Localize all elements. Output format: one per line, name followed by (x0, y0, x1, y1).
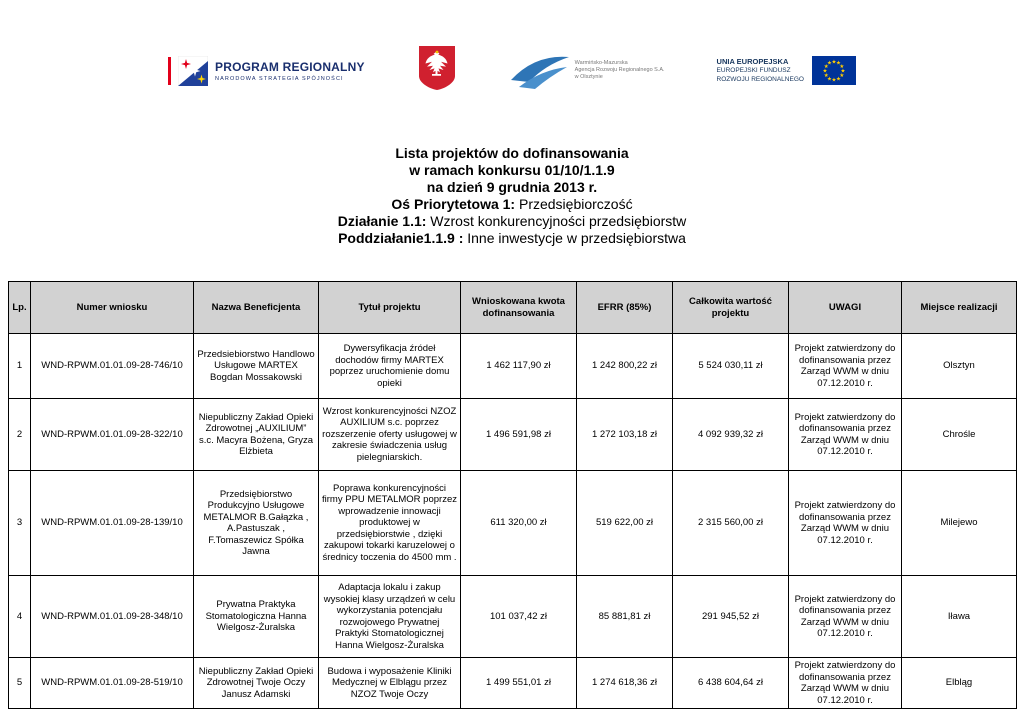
cell-calkowita: 5 524 030,11 zł (673, 334, 789, 399)
program-regionalny-title: PROGRAM REGIONALNY (215, 59, 365, 74)
header-wnioskowana-kwota: Wnioskowana kwota dofinansowania (461, 282, 577, 334)
dzialanie-value: Wzrost konkurencyjności przedsiębiorstw (426, 213, 687, 229)
table-row (9, 658, 1017, 709)
svg-text:★: ★ (839, 73, 845, 79)
cell-beneficjent: Prywatna Praktyka Stomatologiczna Hanna Wielgosz-Żuralska (194, 576, 319, 658)
title-line-2: w ramach konkursu 01/10/1.1.9 (409, 162, 615, 178)
cell-kwota: 1 499 551,01 zł (461, 658, 577, 709)
cell-uwagi: Projekt zatwierdzony do dofinansowania przez Zarząd WWM w dniu 07.12.2010 r. (789, 399, 902, 471)
svg-text:★: ★ (831, 59, 837, 66)
cell-efrr: 1 242 800,22 zł (577, 334, 673, 399)
svg-text:★: ★ (822, 68, 828, 75)
cell-beneficjent: Przedsiębiorstwo Produkcyjno Usługowe METALMOR B.Gałązka , A.Pastuszak , F.Tomaszewicz Spółka Jawna (194, 471, 319, 576)
red-stripe (168, 57, 171, 85)
cell-tytul: Adaptacja lokalu i zakup wysokiej klasy urządzeń w celu wykorzystania potencjału rozwojowego Prywatnej Praktyki Stomatologicznej Hanna Wielgosz-Żuralska (319, 576, 461, 658)
cell-beneficjent: Niepubliczny Zakład Opieki Zdrowotnej Twoje Oczy Janusz Adamski (194, 658, 319, 709)
cell-uwagi: Projekt zatwierdzony do dofinansowania przez Zarząd WWM w dniu 07.12.2010 r. (789, 658, 902, 709)
eu-line-2: EUROPEJSKI FUNDUSZ (716, 67, 791, 74)
program-regionalny-subtitle: NARODOWA STRATEGIA SPÓJNOŚCI (215, 75, 344, 82)
cell-efrr: 1 272 103,18 zł (577, 399, 673, 471)
logo-bar (0, 44, 1024, 97)
cell-calkowita: 4 092 939,32 zł (673, 399, 789, 471)
cell-kwota: 101 037,42 zł (461, 576, 577, 658)
svg-text:★: ★ (839, 64, 845, 70)
table-row (9, 399, 1017, 471)
eu-text (717, 57, 804, 84)
eu-logo (717, 56, 856, 85)
table-header-row (9, 282, 1017, 334)
cell-tytul: Wzrost konkurencyjności NZOZ AUXILIUM s.c. poprzez rozszerzenie oferty usługowej w zakresie świadczenia usług pielegniarskich. (319, 399, 461, 471)
projects-table (8, 281, 1017, 709)
polish-eagle-logo (417, 44, 457, 97)
eu-flag-icon (812, 56, 856, 85)
table-row (9, 576, 1017, 658)
cell-kwota: 1 496 591,98 zł (461, 399, 577, 471)
cell-lp: 5 (9, 658, 31, 709)
wmarr-logo (509, 52, 665, 90)
header-numer-wniosku: Numer wniosku (31, 282, 194, 334)
header-lp: Lp. (9, 282, 31, 334)
cell-calkowita: 2 315 560,00 zł (673, 471, 789, 576)
nss-stars-icon (178, 56, 208, 86)
cell-calkowita: 291 945,52 zł (673, 576, 789, 658)
cell-numer: WND-RPWM.01.01.09-28-348/10 (31, 576, 194, 658)
cell-lp: 4 (9, 576, 31, 658)
table-row (9, 471, 1017, 576)
cell-lp: 1 (9, 334, 31, 399)
cell-numer: WND-RPWM.01.01.09-28-746/10 (31, 334, 194, 399)
program-regionalny-logo (168, 56, 365, 86)
cell-tytul: Poprawa konkurencyjności firmy PPU METALMOR poprzez wprowadzenie innowacji produktowej w przedsiębiorstwie , dzięki zakupowi tokarki karuzelowej o średnicy toczenia do 4500 mm . (319, 471, 461, 576)
header-miejsce-realizacji: Miejsce realizacji (902, 282, 1017, 334)
header-efrr: EFRR (85%) (577, 282, 673, 334)
cell-tytul: Dywersyfikacja źródeł dochodów firmy MARTEX poprzez uruchomienie domu opieki (319, 334, 461, 399)
svg-text:★: ★ (835, 76, 841, 83)
header-tytul-projektu: Tytuł projektu (319, 282, 461, 334)
cell-beneficjent: Przedsiebiorstwo Handlowo Usługowe MARTEX Bogdan Mossakowski (194, 334, 319, 399)
cell-uwagi: Projekt zatwierdzony do dofinansowania przez Zarząd WWM w dniu 07.12.2010 r. (789, 471, 902, 576)
document-title (0, 145, 1024, 247)
table-row (9, 334, 1017, 399)
header-nazwa-beneficjenta: Nazwa Beneficjenta (194, 282, 319, 334)
cell-uwagi: Projekt zatwierdzony do dofinansowania przez Zarząd WWM w dniu 07.12.2010 r. (789, 334, 902, 399)
svg-text:★: ★ (826, 76, 832, 83)
eagle-crest-icon (417, 44, 457, 92)
svg-text:★: ★ (835, 60, 841, 67)
poddzialanie-value: Inne inwestycje w przedsiębiorstwa (463, 230, 686, 246)
cell-efrr: 85 881,81 zł (577, 576, 673, 658)
cell-miejsce: Olsztyn (902, 334, 1017, 399)
svg-text:★: ★ (831, 77, 837, 84)
cell-beneficjent: Niepubliczny Zakład Opieki Zdrowotnej „AUXILIUM” s.c. Macyra Bożena, Gryza Elżbieta (194, 399, 319, 471)
cell-numer: WND-RPWM.01.01.09-28-139/10 (31, 471, 194, 576)
svg-text:★: ★ (823, 64, 829, 70)
program-regionalny-text (215, 60, 365, 82)
wmarr-line-3: w Olsztynie (574, 74, 603, 80)
cell-tytul: Budowa i wyposażenie Kliniki Medycznej w Elblągu przez NZOZ Twoje Oczy (319, 658, 461, 709)
cell-uwagi: Projekt zatwierdzony do dofinansowania przez Zarząd WWM w dniu 07.12.2010 r. (789, 576, 902, 658)
svg-text:★: ★ (823, 73, 829, 79)
eu-line-1: UNIA EUROPEJSKA (716, 57, 789, 66)
title-line-4 (0, 196, 1024, 213)
dzialanie-label: Działanie 1.1: (337, 213, 427, 229)
title-line-6 (0, 230, 1024, 247)
eu-line-3: ROZWOJU REGIONALNEGO (716, 76, 804, 83)
cell-miejsce: Iława (902, 576, 1017, 658)
cell-kwota: 1 462 117,90 zł (461, 334, 577, 399)
svg-text:★: ★ (840, 68, 846, 75)
wmarr-line-2: Agencja Rozwoju Regionalnego S.A. (574, 67, 665, 73)
cell-lp: 3 (9, 471, 31, 576)
cell-calkowita: 6 438 604,64 zł (673, 658, 789, 709)
cell-miejsce: Milejewo (902, 471, 1017, 576)
cell-numer: WND-RPWM.01.01.09-28-519/10 (31, 658, 194, 709)
os-priorytetowa-value: Przedsiębiorczość (515, 196, 633, 212)
cell-efrr: 519 622,00 zł (577, 471, 673, 576)
title-line-3: na dzień 9 grudnia 2013 r. (426, 179, 598, 195)
header-calkowita-wartosc: Całkowita wartość projektu (673, 282, 789, 334)
cell-lp: 2 (9, 399, 31, 471)
os-priorytetowa-label: Oś Priorytetowa 1: (391, 196, 516, 212)
cell-miejsce: Chrośle (902, 399, 1017, 471)
projects-table-wrap (8, 281, 1017, 709)
title-line-1: Lista projektów do dofinansowania (395, 145, 629, 161)
title-line-5 (0, 213, 1024, 230)
cell-kwota: 611 320,00 zł (461, 471, 577, 576)
cell-miejsce: Elbląg (902, 658, 1017, 709)
header-uwagi: UWAGI (789, 282, 902, 334)
cell-numer: WND-RPWM.01.01.09-28-322/10 (31, 399, 194, 471)
wmarr-text (575, 60, 665, 81)
wmarr-bird-icon (509, 52, 571, 90)
poddzialanie-label: Poddziałanie1.1.9 : (338, 230, 464, 246)
cell-efrr: 1 274 618,36 zł (577, 658, 673, 709)
svg-text:★: ★ (826, 60, 832, 67)
wmarr-line-1: Warmińsko-Mazurska (574, 60, 628, 66)
